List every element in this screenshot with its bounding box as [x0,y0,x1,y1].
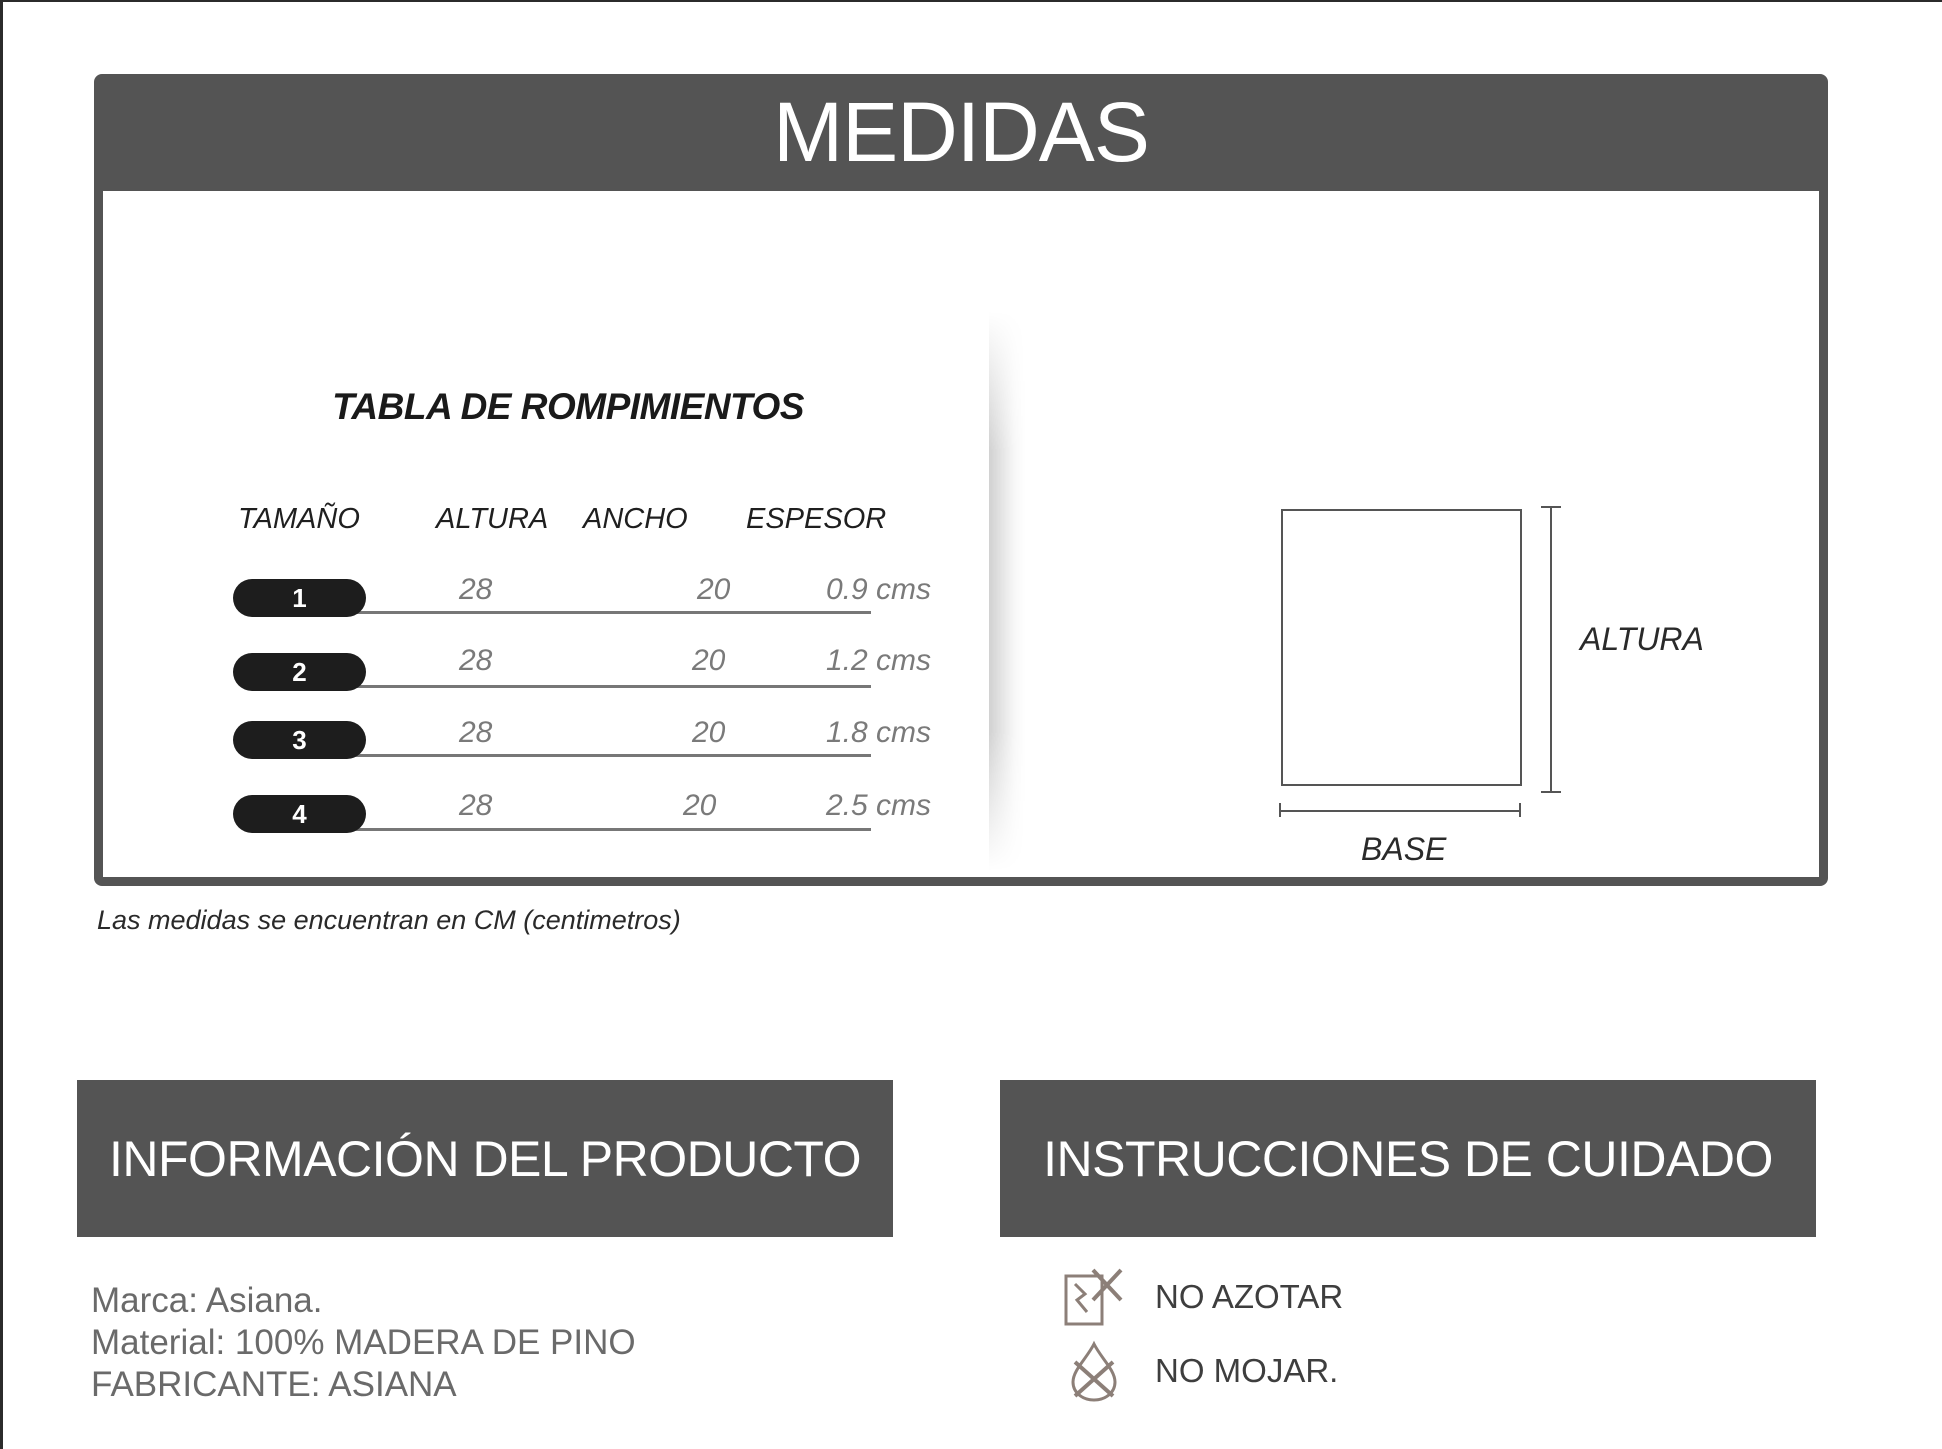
cell-altura: 28 [459,789,493,822]
cell-altura: 28 [459,573,493,606]
product-info-list [91,1280,636,1406]
medidas-panel [94,74,1828,886]
cell-ancho: 20 [697,573,731,606]
col-header-ancho: ANCHO [583,503,688,535]
no-water-icon [1063,1340,1125,1402]
page-border-left [0,0,3,1449]
height-cap-bottom [1541,791,1561,793]
base-cap-left [1279,803,1281,817]
col-header-tamano: TAMAÑO [238,503,360,535]
care-instructions-header: INSTRUCCIONES DE CUIDADO [1000,1080,1816,1237]
row-underline [355,611,871,614]
care-label: NO MOJAR. [1155,1352,1339,1389]
board-outline [1281,509,1522,786]
cell-espesor: 2.5 cms [826,789,932,822]
care-item-no-water [1063,1340,1339,1402]
col-header-altura: ALTURA [436,503,549,535]
care-label: NO AZOTAR [1155,1278,1344,1315]
cell-altura: 28 [459,644,493,677]
cell-ancho: 20 [683,789,717,822]
size-badge: 1 [233,579,366,617]
product-manufacturer: FABRICANTE: ASIANA [91,1365,457,1404]
product-info-header: INFORMACIÓN DEL PRODUCTO [77,1080,893,1237]
medidas-title: MEDIDAS [773,85,1149,179]
cell-ancho: 20 [692,644,726,677]
cell-altura: 28 [459,716,493,749]
no-slam-icon [1063,1266,1125,1328]
cell-ancho: 20 [692,716,726,749]
cell-espesor: 1.8 cms [826,716,932,749]
panel-divider [989,311,1025,871]
medidas-content [103,191,1819,877]
row-underline [355,828,871,831]
row-underline [355,685,871,688]
size-badge: 4 [233,795,366,833]
product-brand: Marca: Asiana. [91,1281,323,1320]
table-title: TABLA DE ROMPIMIENTOS [332,386,804,427]
base-dimension-line [1279,810,1521,812]
size-badge: 2 [233,653,366,691]
base-label: BASE [1361,831,1447,867]
height-cap-top [1541,506,1561,508]
height-label: ALTURA [1580,621,1704,657]
care-item-no-slam [1063,1266,1344,1328]
row-underline [355,754,871,757]
cell-espesor: 1.2 cms [826,644,932,677]
product-material: Material: 100% MADERA DE PINO [91,1323,636,1362]
page-border-top [0,0,1942,2]
size-badge: 3 [233,721,366,759]
base-cap-right [1519,803,1521,817]
units-note: Las medidas se encuentran en CM (centimetros) [97,905,681,935]
col-header-espesor: ESPESOR [746,503,887,535]
cell-espesor: 0.9 cms [826,573,932,606]
height-dimension-line [1550,507,1552,793]
